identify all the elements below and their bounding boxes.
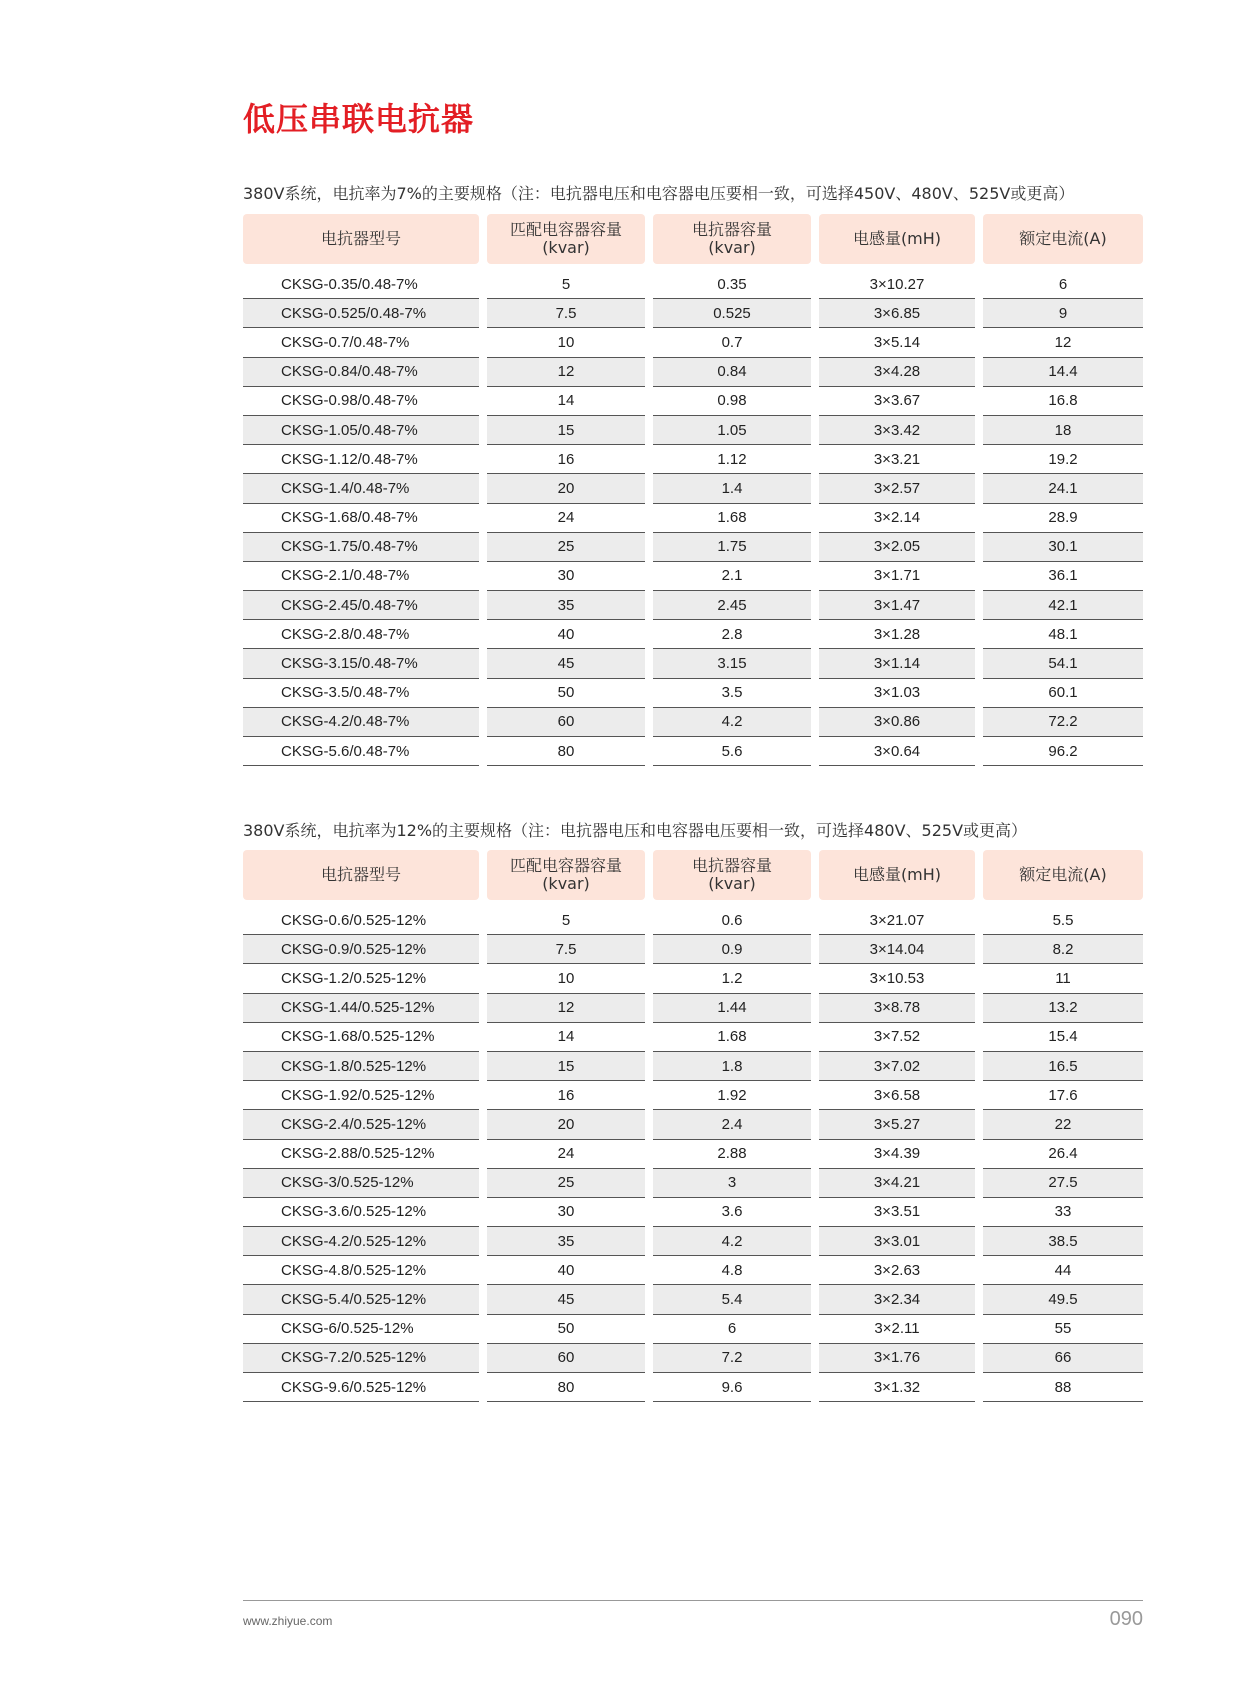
value-cell: 60 [487, 708, 645, 737]
value-cell: 14.4 [983, 358, 1143, 387]
value-cell: 3×7.52 [819, 1023, 975, 1052]
value-cell: 3×3.42 [819, 416, 975, 445]
value-cell: 3.5 [653, 679, 811, 708]
table-row [243, 994, 1143, 1023]
value-cell: 3.6 [653, 1198, 811, 1227]
table-row [243, 708, 1143, 737]
value-cell: 3×21.07 [819, 906, 975, 935]
value-cell: 8.2 [983, 935, 1143, 964]
table-row [243, 1081, 1143, 1110]
header-cell [819, 850, 975, 900]
table-row [243, 1140, 1143, 1169]
value-cell: 28.9 [983, 504, 1143, 533]
value-cell: 88 [983, 1373, 1143, 1402]
table-row [243, 1227, 1143, 1256]
value-cell: 3×1.71 [819, 562, 975, 591]
value-cell: 0.7 [653, 328, 811, 357]
value-cell: 48.1 [983, 620, 1143, 649]
table-body [243, 906, 1143, 1402]
table-row [243, 358, 1143, 387]
value-cell: 7.2 [653, 1344, 811, 1373]
value-cell: 3×2.34 [819, 1285, 975, 1314]
value-cell: 50 [487, 1315, 645, 1344]
page-number: 090 [1109, 1608, 1143, 1630]
model-cell: CKSG-1.68/0.525-12% [243, 1023, 479, 1052]
header-label: 电抗器型号 [320, 229, 401, 248]
value-cell: 2.4 [653, 1110, 811, 1139]
table-row [243, 328, 1143, 357]
header-cell [983, 214, 1143, 264]
value-cell: 35 [487, 1227, 645, 1256]
value-cell: 50 [487, 679, 645, 708]
table2-caption: 380V系统，电抗率为12%的主要规格（注：电抗器电压和电容器电压要相一致，可选择480V、525V或更高） [243, 821, 1028, 840]
value-cell: 24 [487, 1140, 645, 1169]
value-cell: 1.68 [653, 1023, 811, 1052]
value-cell: 3×3.67 [819, 387, 975, 416]
value-cell: 9.6 [653, 1373, 811, 1402]
value-cell: 4.2 [653, 708, 811, 737]
table-row [243, 935, 1143, 964]
model-cell: CKSG-1.44/0.525-12% [243, 994, 479, 1023]
value-cell: 3×1.47 [819, 591, 975, 620]
table-row [243, 737, 1143, 766]
value-cell: 36.1 [983, 562, 1143, 591]
value-cell: 33 [983, 1198, 1143, 1227]
value-cell: 11 [983, 964, 1143, 993]
header-label: 电抗器容量 [691, 856, 772, 875]
model-cell: CKSG-4.8/0.525-12% [243, 1256, 479, 1285]
value-cell: 7.5 [487, 935, 645, 964]
model-cell: CKSG-1.92/0.525-12% [243, 1081, 479, 1110]
value-cell: 13.2 [983, 994, 1143, 1023]
value-cell: 5.5 [983, 906, 1143, 935]
table-header [243, 850, 1143, 900]
table-row [243, 964, 1143, 993]
value-cell: 3×2.57 [819, 474, 975, 503]
value-cell: 20 [487, 474, 645, 503]
model-cell: CKSG-5.4/0.525-12% [243, 1285, 479, 1314]
value-cell: 24.1 [983, 474, 1143, 503]
spec-table-7pct [243, 214, 1143, 766]
table-row [243, 1023, 1143, 1052]
value-cell: 27.5 [983, 1169, 1143, 1198]
model-cell: CKSG-5.6/0.48-7% [243, 737, 479, 766]
value-cell: 3×2.63 [819, 1256, 975, 1285]
value-cell: 38.5 [983, 1227, 1143, 1256]
header-unit: (kvar) [708, 874, 756, 893]
value-cell: 22 [983, 1110, 1143, 1139]
table-row [243, 1373, 1143, 1402]
model-cell: CKSG-0.98/0.48-7% [243, 387, 479, 416]
table-row [243, 1110, 1143, 1139]
value-cell: 26.4 [983, 1140, 1143, 1169]
model-cell: CKSG-1.4/0.48-7% [243, 474, 479, 503]
value-cell: 30 [487, 1198, 645, 1227]
value-cell: 2.1 [653, 562, 811, 591]
value-cell: 45 [487, 649, 645, 678]
model-cell: CKSG-1.2/0.525-12% [243, 964, 479, 993]
value-cell: 40 [487, 1256, 645, 1285]
value-cell: 66 [983, 1344, 1143, 1373]
value-cell: 3×1.14 [819, 649, 975, 678]
value-cell: 3×2.05 [819, 533, 975, 562]
table-row [243, 1344, 1143, 1373]
value-cell: 35 [487, 591, 645, 620]
footer-url: www.zhiyue.com [243, 1614, 333, 1628]
value-cell: 4.2 [653, 1227, 811, 1256]
table-row [243, 1285, 1143, 1314]
model-cell: CKSG-0.525/0.48-7% [243, 299, 479, 328]
value-cell: 14 [487, 1023, 645, 1052]
header-label: 额定电流(A) [1019, 229, 1107, 248]
value-cell: 3×10.27 [819, 270, 975, 299]
value-cell: 0.9 [653, 935, 811, 964]
value-cell: 15.4 [983, 1023, 1143, 1052]
table-row [243, 906, 1143, 935]
table-row [243, 445, 1143, 474]
table-row [243, 1315, 1143, 1344]
value-cell: 3.15 [653, 649, 811, 678]
value-cell: 44 [983, 1256, 1143, 1285]
value-cell: 3×1.03 [819, 679, 975, 708]
value-cell: 2.88 [653, 1140, 811, 1169]
value-cell: 3×7.02 [819, 1052, 975, 1081]
value-cell: 16.5 [983, 1052, 1143, 1081]
header-label: 匹配电容器容量 [509, 220, 622, 239]
model-cell: CKSG-1.75/0.48-7% [243, 533, 479, 562]
table-row [243, 504, 1143, 533]
value-cell: 72.2 [983, 708, 1143, 737]
table-row [243, 1256, 1143, 1285]
value-cell: 3×1.32 [819, 1373, 975, 1402]
value-cell: 5.6 [653, 737, 811, 766]
value-cell: 3×4.21 [819, 1169, 975, 1198]
model-cell: CKSG-0.35/0.48-7% [243, 270, 479, 299]
value-cell: 2.8 [653, 620, 811, 649]
value-cell: 96.2 [983, 737, 1143, 766]
table-row [243, 649, 1143, 678]
value-cell: 3 [653, 1169, 811, 1198]
model-cell: CKSG-6/0.525-12% [243, 1315, 479, 1344]
header-cell [653, 850, 811, 900]
model-cell: CKSG-3/0.525-12% [243, 1169, 479, 1198]
table-row [243, 1198, 1143, 1227]
value-cell: 19.2 [983, 445, 1143, 474]
table-row [243, 474, 1143, 503]
value-cell: 1.2 [653, 964, 811, 993]
value-cell: 3×1.76 [819, 1344, 975, 1373]
value-cell: 40 [487, 620, 645, 649]
value-cell: 7.5 [487, 299, 645, 328]
page-title: 低压串联电抗器 [243, 100, 475, 138]
value-cell: 25 [487, 533, 645, 562]
value-cell: 1.05 [653, 416, 811, 445]
table-row [243, 533, 1143, 562]
footer-divider [243, 1600, 1143, 1601]
table-row [243, 591, 1143, 620]
value-cell: 2.45 [653, 591, 811, 620]
value-cell: 0.98 [653, 387, 811, 416]
table-row [243, 387, 1143, 416]
value-cell: 5 [487, 270, 645, 299]
table-row [243, 299, 1143, 328]
value-cell: 1.12 [653, 445, 811, 474]
value-cell: 10 [487, 964, 645, 993]
table-row [243, 1169, 1143, 1198]
value-cell: 6 [983, 270, 1143, 299]
value-cell: 3×3.21 [819, 445, 975, 474]
value-cell: 3×5.14 [819, 328, 975, 357]
value-cell: 1.4 [653, 474, 811, 503]
model-cell: CKSG-3.6/0.525-12% [243, 1198, 479, 1227]
table-row [243, 620, 1143, 649]
value-cell: 12 [487, 358, 645, 387]
header-cell [819, 214, 975, 264]
header-cell [487, 214, 645, 264]
value-cell: 3×1.28 [819, 620, 975, 649]
value-cell: 3×5.27 [819, 1110, 975, 1139]
model-cell: CKSG-7.2/0.525-12% [243, 1344, 479, 1373]
value-cell: 25 [487, 1169, 645, 1198]
model-cell: CKSG-2.4/0.525-12% [243, 1110, 479, 1139]
value-cell: 12 [983, 328, 1143, 357]
header-cell [243, 214, 479, 264]
value-cell: 20 [487, 1110, 645, 1139]
value-cell: 5 [487, 906, 645, 935]
value-cell: 16 [487, 1081, 645, 1110]
header-cell [983, 850, 1143, 900]
value-cell: 1.92 [653, 1081, 811, 1110]
value-cell: 3×4.28 [819, 358, 975, 387]
value-cell: 3×8.78 [819, 994, 975, 1023]
value-cell: 80 [487, 737, 645, 766]
model-cell: CKSG-9.6/0.525-12% [243, 1373, 479, 1402]
value-cell: 54.1 [983, 649, 1143, 678]
value-cell: 12 [487, 994, 645, 1023]
value-cell: 55 [983, 1315, 1143, 1344]
header-label: 匹配电容器容量 [509, 856, 622, 875]
value-cell: 1.8 [653, 1052, 811, 1081]
model-cell: CKSG-2.88/0.525-12% [243, 1140, 479, 1169]
model-cell: CKSG-0.7/0.48-7% [243, 328, 479, 357]
value-cell: 9 [983, 299, 1143, 328]
value-cell: 0.525 [653, 299, 811, 328]
model-cell: CKSG-0.84/0.48-7% [243, 358, 479, 387]
table-row [243, 679, 1143, 708]
model-cell: CKSG-0.9/0.525-12% [243, 935, 479, 964]
value-cell: 30 [487, 562, 645, 591]
table-body [243, 270, 1143, 766]
header-unit: (kvar) [542, 874, 590, 893]
value-cell: 3×3.51 [819, 1198, 975, 1227]
header-label: 电感量(mH) [852, 229, 942, 248]
value-cell: 3×0.86 [819, 708, 975, 737]
header-cell [653, 214, 811, 264]
value-cell: 3×2.11 [819, 1315, 975, 1344]
value-cell: 3×2.14 [819, 504, 975, 533]
value-cell: 24 [487, 504, 645, 533]
value-cell: 42.1 [983, 591, 1143, 620]
value-cell: 18 [983, 416, 1143, 445]
value-cell: 1.44 [653, 994, 811, 1023]
header-cell [243, 850, 479, 900]
value-cell: 0.84 [653, 358, 811, 387]
value-cell: 10 [487, 328, 645, 357]
value-cell: 3×14.04 [819, 935, 975, 964]
model-cell: CKSG-3.15/0.48-7% [243, 649, 479, 678]
model-cell: CKSG-2.1/0.48-7% [243, 562, 479, 591]
value-cell: 3×6.58 [819, 1081, 975, 1110]
value-cell: 0.6 [653, 906, 811, 935]
model-cell: CKSG-2.8/0.48-7% [243, 620, 479, 649]
value-cell: 3×0.64 [819, 737, 975, 766]
value-cell: 60.1 [983, 679, 1143, 708]
value-cell: 3×6.85 [819, 299, 975, 328]
header-unit: (kvar) [542, 238, 590, 257]
spec-table-12pct [243, 850, 1143, 1402]
value-cell: 30.1 [983, 533, 1143, 562]
value-cell: 4.8 [653, 1256, 811, 1285]
value-cell: 16 [487, 445, 645, 474]
header-label: 额定电流(A) [1019, 865, 1107, 884]
value-cell: 3×4.39 [819, 1140, 975, 1169]
model-cell: CKSG-4.2/0.525-12% [243, 1227, 479, 1256]
value-cell: 15 [487, 1052, 645, 1081]
value-cell: 3×10.53 [819, 964, 975, 993]
value-cell: 16.8 [983, 387, 1143, 416]
model-cell: CKSG-2.45/0.48-7% [243, 591, 479, 620]
model-cell: CKSG-1.12/0.48-7% [243, 445, 479, 474]
value-cell: 1.68 [653, 504, 811, 533]
header-cell [487, 850, 645, 900]
value-cell: 0.35 [653, 270, 811, 299]
header-label: 电抗器容量 [691, 220, 772, 239]
model-cell: CKSG-1.68/0.48-7% [243, 504, 479, 533]
value-cell: 1.75 [653, 533, 811, 562]
table-row [243, 270, 1143, 299]
value-cell: 14 [487, 387, 645, 416]
value-cell: 45 [487, 1285, 645, 1314]
table-row [243, 1052, 1143, 1081]
header-unit: (kvar) [708, 238, 756, 257]
model-cell: CKSG-0.6/0.525-12% [243, 906, 479, 935]
value-cell: 17.6 [983, 1081, 1143, 1110]
table-row [243, 562, 1143, 591]
value-cell: 60 [487, 1344, 645, 1373]
value-cell: 49.5 [983, 1285, 1143, 1314]
table-header [243, 214, 1143, 264]
model-cell: CKSG-4.2/0.48-7% [243, 708, 479, 737]
model-cell: CKSG-1.05/0.48-7% [243, 416, 479, 445]
table-row [243, 416, 1143, 445]
header-label: 电感量(mH) [852, 865, 942, 884]
value-cell: 6 [653, 1315, 811, 1344]
table1-caption: 380V系统，电抗率为7%的主要规格（注：电抗器电压和电容器电压要相一致，可选择450V、480V、525V或更高） [243, 184, 1075, 203]
value-cell: 5.4 [653, 1285, 811, 1314]
value-cell: 15 [487, 416, 645, 445]
header-label: 电抗器型号 [320, 865, 401, 884]
value-cell: 3×3.01 [819, 1227, 975, 1256]
model-cell: CKSG-1.8/0.525-12% [243, 1052, 479, 1081]
model-cell: CKSG-3.5/0.48-7% [243, 679, 479, 708]
value-cell: 80 [487, 1373, 645, 1402]
